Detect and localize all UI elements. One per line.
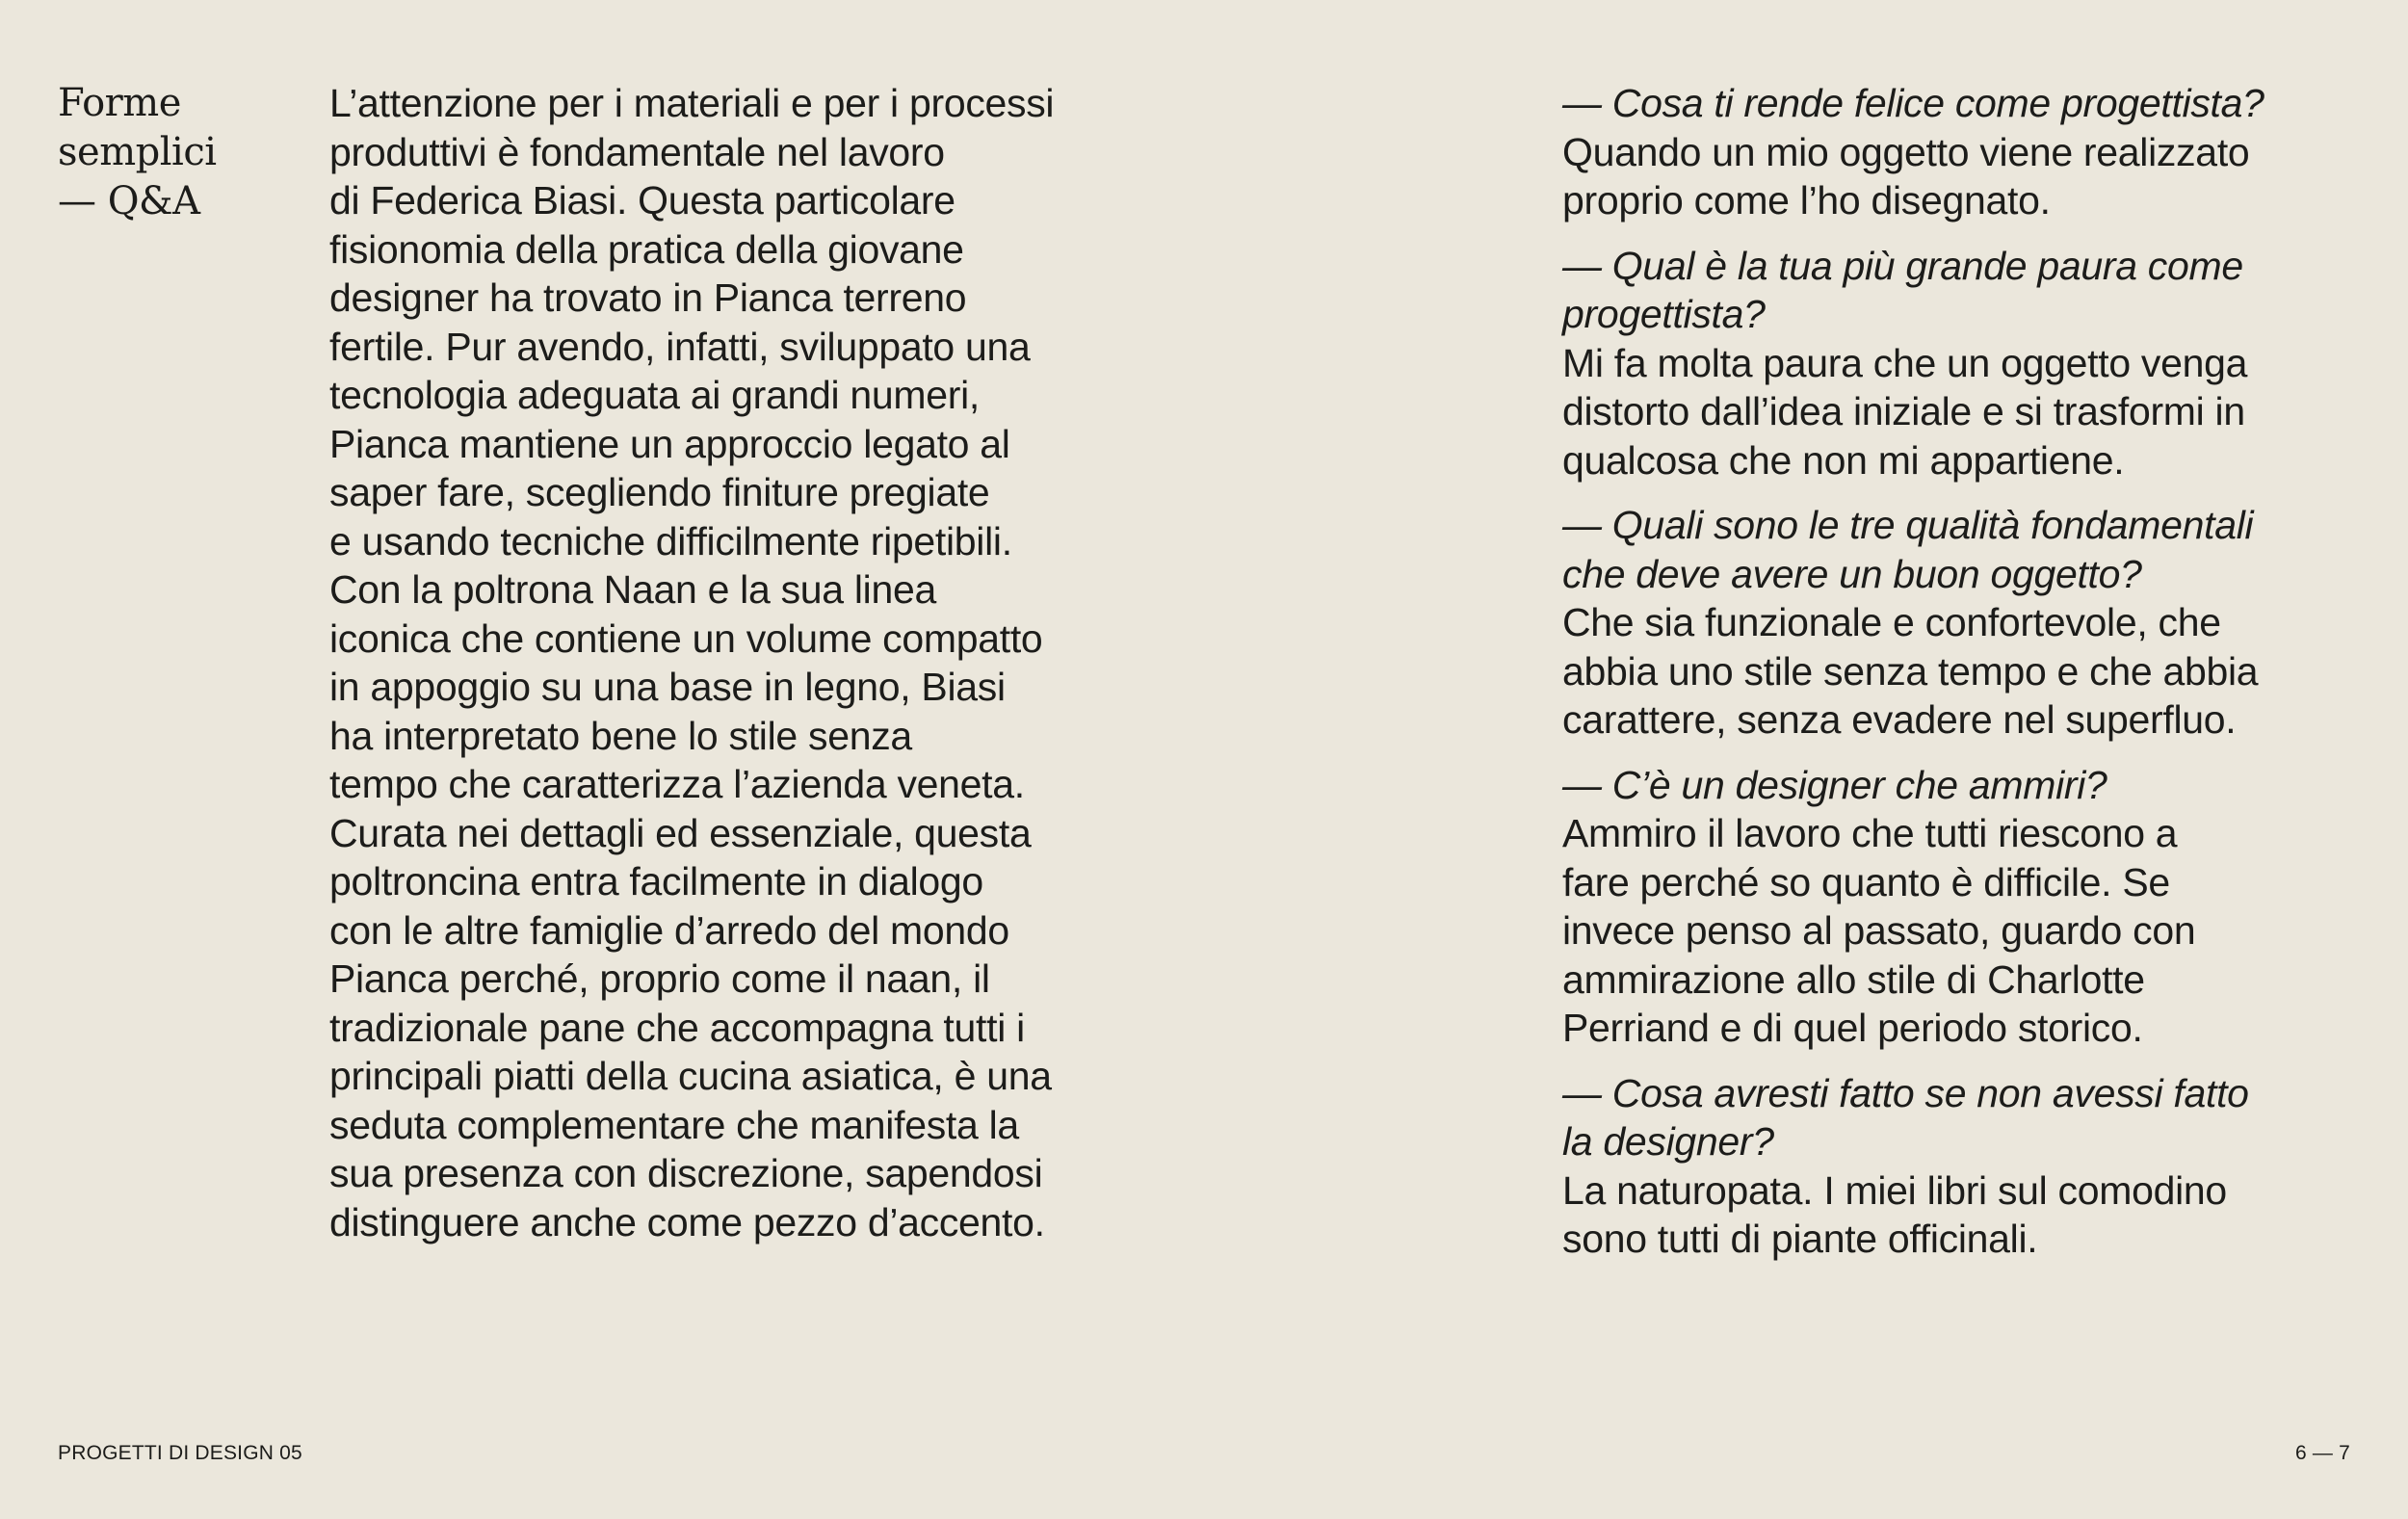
intro-line: tradizionale pane che accompagna tutti i [329,1005,1025,1050]
intro-line: fertile. Pur avendo, infatti, sviluppato una [329,324,1031,369]
answer-line: Ammiro il lavoro che tutti riescono a [1562,811,2178,855]
intro-line: designer ha trovato in Pianca terreno [329,275,967,320]
intro-line: e usando tecniche difficilmente ripetibili. [329,518,1012,563]
intro-line: ha interpretato bene lo stile senza [329,713,912,758]
intro-line: produttivi è fondamentale nel lavoro [329,129,945,174]
intro-line: sua presenza con discrezione, sapendosi [329,1151,1043,1195]
section-title-line: Forme [58,81,181,125]
qa-item [1562,79,2362,225]
question-line: — Quali sono le tre qualità fondamentali [1562,503,2254,547]
intro-line: saper fare, scegliendo finiture pregiate [329,470,990,514]
section-title-line: — Q&A [58,179,200,223]
intro-line: con le altre famiglie d’arredo del mondo [329,907,1009,953]
footer-page-numbers: 6 — 7 [2294,1442,2350,1464]
qa-item [1562,242,2362,485]
footer-publication: PROGETTI DI DESIGN 05 [58,1442,302,1464]
question-line: — C’è un designer che ammiri? [1562,762,2107,807]
answer-line: Mi fa molta paura che un oggetto venga [1562,340,2248,385]
intro-line: poltroncina entra facilmente in dialogo [329,859,983,904]
answer-line: abbia uno stile senza tempo e che abbia [1562,648,2259,694]
question-line: — Qual è la tua più grande paura come [1562,243,2243,288]
intro-line: distinguere anche come pezzo d’accento. [329,1199,1045,1244]
answer-line: carattere, senza evadere nel superfluo. [1562,697,2237,742]
answer-line: sono tutti di piante officinali. [1562,1217,2038,1261]
intro-line: iconica che contiene un volume compatto [329,615,1043,661]
intro-line: tempo che caratterizza l’azienda veneta. [329,762,1025,806]
intro-line: di Federica Biasi. Questa particolare [329,178,955,223]
intro-line: L’attenzione per i materiali e per i processi [329,81,1055,125]
section-title [58,79,308,226]
intro-paragraph [329,79,1148,1246]
qa-item [1562,501,2362,745]
answer-line: proprio come l’ho disegnato. [1562,178,2051,223]
qa-item [1562,1069,2362,1264]
answer-line: La naturopata. I miei libri sul comodino [1562,1167,2227,1213]
answer-line: invece penso al passato, guardo con [1562,908,2196,953]
intro-line: Pianca mantiene un approccio legato al [329,421,1010,466]
question-line: la designer? [1562,1119,1774,1164]
question-line: che deve avere un buon oggetto? [1562,551,2142,596]
intro-line: tecnologia adeguata ai grandi numeri, [329,373,980,417]
answer-line: Quando un mio oggetto viene realizzato [1562,129,2250,174]
answer-line: ammirazione allo stile di Charlotte [1562,956,2145,1002]
intro-line: seduta complementare che manifesta la [329,1102,1019,1147]
question-line: — Cosa ti rende felice come progettista? [1562,81,2264,125]
qa-column [1562,79,2362,1280]
section-title-line: semplici [58,130,217,174]
intro-line: Curata nei dettagli ed essenziale, questa [329,810,1032,855]
qa-item [1562,761,2362,1053]
intro-line: principali piatti della cucina asiatica, è una [329,1054,1052,1098]
answer-line: qualcosa che non mi appartiene. [1562,437,2125,483]
question-line: progettista? [1562,292,1766,336]
answer-line: Perriand e di quel periodo storico. [1562,1006,2143,1050]
answer-line: fare perché so quanto è difficile. Se [1562,859,2170,904]
answer-line: Che sia funzionale e confortevole, che [1562,600,2221,644]
intro-line: in appoggio su una base in legno, Biasi [329,665,1006,709]
intro-line: Pianca perché, proprio come il naan, il [329,956,990,1001]
intro-line: fisionomia della pratica della giovane [329,226,964,272]
intro-line: Con la poltrona Naan e la sua linea [329,567,936,612]
answer-line: distorto dall’idea iniziale e si trasformi in [1562,389,2245,433]
question-line: — Cosa avresti fatto se non avessi fatto [1562,1070,2249,1115]
